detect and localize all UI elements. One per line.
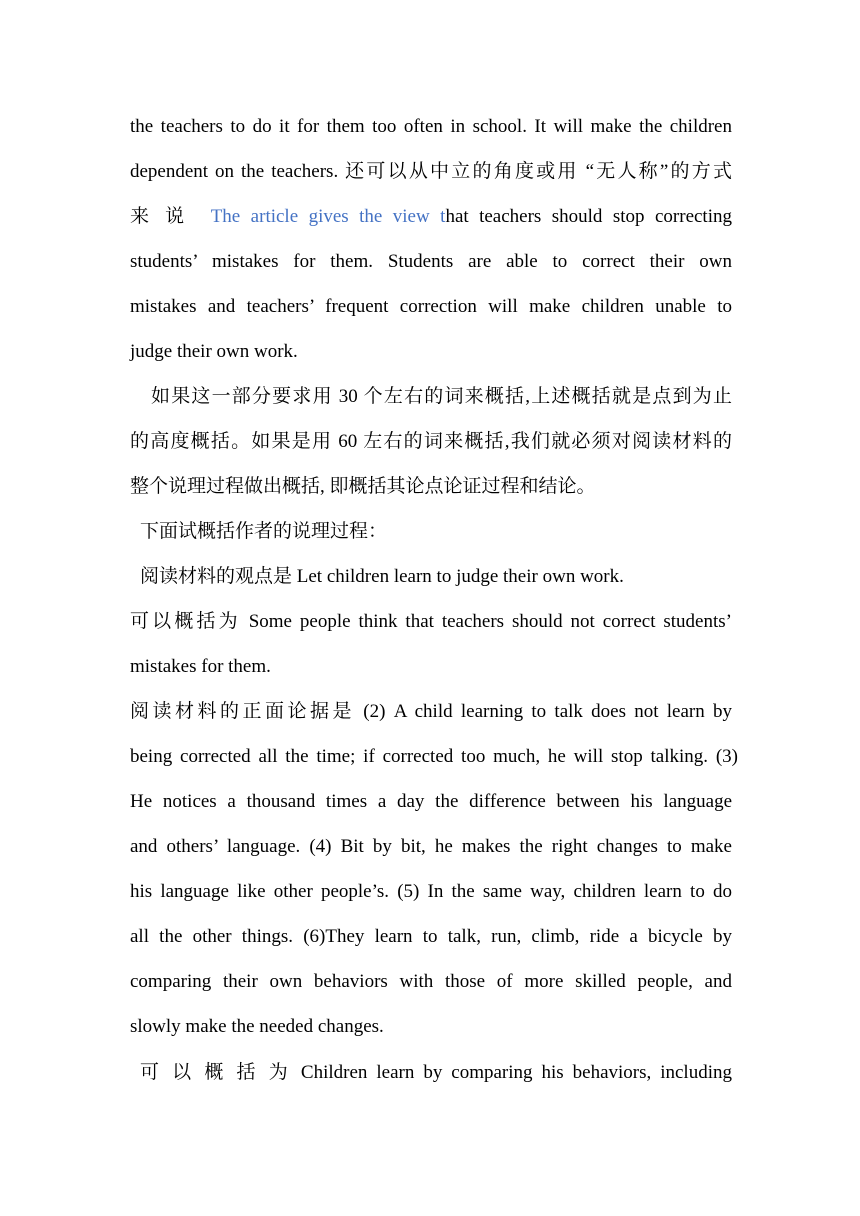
text-line: 可 以 概 括 为 Children learn by comparing his behaviors, including <box>140 1062 732 1083</box>
text-line: comparing their own behaviors with those of more skilled people, and <box>130 971 732 992</box>
text-line: all the other things. (6)They learn to talk, run, climb, ride a bicycle by <box>130 926 732 947</box>
text-line: slowly make the needed changes. <box>130 1016 384 1037</box>
text-line: He notices a thousand times a day the difference between his language <box>130 791 732 812</box>
text-line: his language like other people’s. (5) In the same way, children learn to do <box>130 881 732 902</box>
text-line: 下面试概括作者的说理过程： <box>140 521 388 542</box>
highlighted-text: The article gives the view t <box>210 206 446 227</box>
text-line: 的高度概括。如果是用 60 左右的词来概括,我们就必须对阅读材料的 <box>130 431 732 452</box>
text-line: dependent on the teachers. 还可以从中立的角度或用 “无人称”的方式 <box>130 161 732 182</box>
text-line: 阅读材料的正面论据是 (2) A child learning to talk does not learn by <box>130 701 732 722</box>
text-line: 可以概括为 Some people think that teachers should not correct students’ <box>130 611 732 632</box>
text-line: mistakes and teachers’ frequent correction will make children unable to <box>130 296 732 317</box>
text-line: 整个说理过程做出概括, 即概括其论点论证过程和结论。 <box>130 476 596 497</box>
text-line: the teachers to do it for them too often in school. It will make the children <box>130 116 732 137</box>
text-line: mistakes for them. <box>130 656 271 677</box>
text-line: 如果这一部分要求用 30 个左右的词来概括,上述概括就是点到为止 <box>151 386 732 407</box>
text-segment: 来 说 <box>130 206 211 227</box>
text-line: students’ mistakes for them. Students are able to correct their own <box>130 251 732 272</box>
text-line: and others’ language. (4) Bit by bit, he makes the right changes to make <box>130 836 732 857</box>
text-line: 阅读材料的观点是 Let children learn to judge their own work. <box>140 566 624 587</box>
text-line: judge their own work. <box>130 341 298 362</box>
text-line <box>130 204 732 230</box>
text-segment: hat teachers should stop correcting <box>445 206 732 227</box>
text-line: being corrected all the time; if corrected too much, he will stop talking. (3) <box>130 746 738 767</box>
